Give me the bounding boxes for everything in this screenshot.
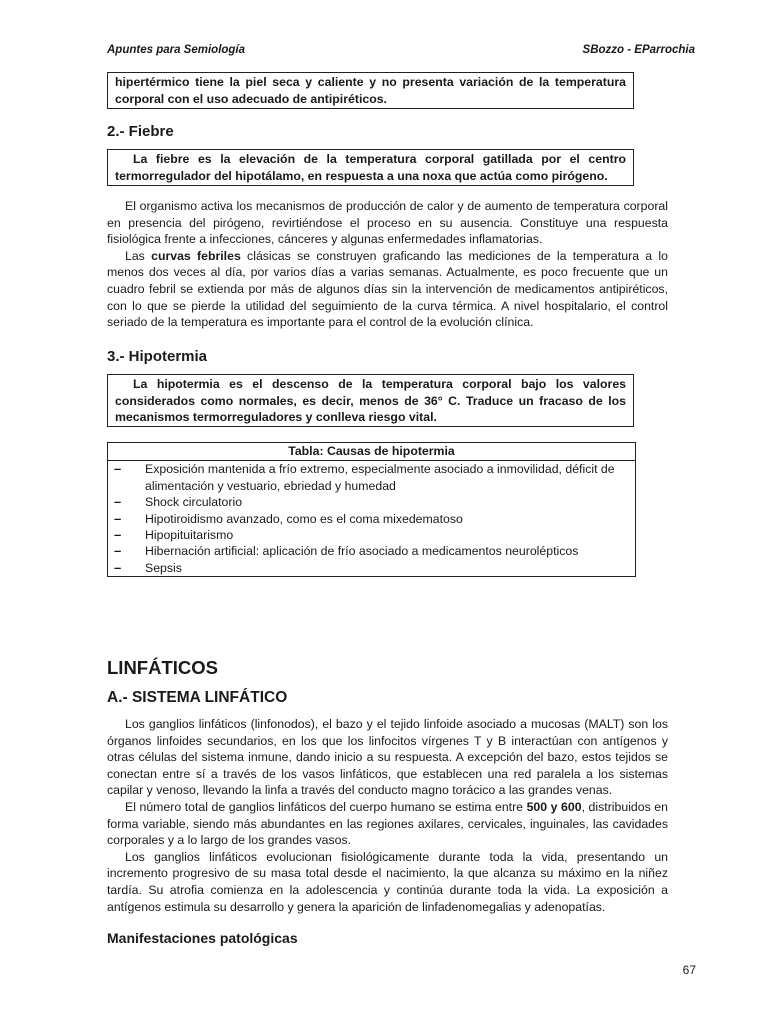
linfatico-paragraph-2: El número total de ganglios linfáticos del cuerpo humano se estima entre 500 y 600, distribuidos en forma variable, siendo más abundantes en las regiones axilares, cervicales, inguinales, las cavidades corporales y a lo largo de los grandes vasos. [107,799,668,848]
chapter-title: LINFÁTICOS [107,657,218,678]
page-number: 67 [682,963,696,977]
dash-bullet: – [114,494,122,510]
table-row [108,543,636,559]
linfatico-paragraph-1: Los ganglios linfáticos (linfonodos), el bazo y el tejido linfoide asociado a mucosas (MALT) son los órganos linfoides secundarios, en los que los linfocitos vírgenes T y B interactúan con antígenos y otras células del sistema inmune, dando inicio a su respuesta. A excepción del bazo, estos tejidos se conectan entre sí a través de los vasos linfáticos, que establecen una red paralela a los sistemas capilar y venoso, llevando la linfa a través del conducto magno torácico a las grandes venas. [107,717,668,798]
dash-bullet: – [114,510,122,526]
table-row [108,560,636,577]
fiebre-definition-box [107,149,634,186]
hipotermia-definition: La hipotermia es el descenso de la temperatura corporal bajo los valores considerados como normales, es decir, menos de 36° C. Traduce un fracaso de los mecanismos termorreguladores y conlleva riesgo vital. [115,377,626,425]
cause-text: Hibernación artificial: aplicación de frío asociado a medicamentos neurolépticos [145,544,579,559]
fiebre-heading: 2.- Fiebre [107,123,174,140]
header-authors: SBozzo - EParrochia [582,44,695,56]
ganglios-count: 500 y 600 [526,799,582,814]
cause-text: Exposición mantenida a frío extremo, especialmente asociado a inmovilidad, déficit de alimentación y vestuario, ebriedad y humedad [145,462,615,493]
dash-bullet: – [114,527,122,543]
cause-text: Sepsis [145,560,182,575]
fiebre-paragraph-2: Las curvas febriles clásicas se construyen graficando las mediciones de la temperatura a lo menos dos veces al día, por varios días a varias semanas. Actualmente, es poco frecuente que un cuadro febril se extienda por más de algunos días sin la intervención de medicamentos antipiréticos, con lo que se pierde la utilidad del seguimiento de la curva térmica. A nivel hospitalario, el control seriado de la temperatura es importante para el control de la evolución clínica. [107,248,668,330]
fiebre-definition: La fiebre es la elevación de la temperatura corporal gatillada por el centro termorregulador del hipotálamo, en respuesta a una noxa que actúa como pirógeno. [115,152,626,183]
dash-bullet: – [114,543,122,559]
cause-text: Hipopituitarismo [145,528,234,543]
continuation-box [107,72,634,109]
hipotermia-definition-box [107,374,634,427]
hipotermia-heading: 3.- Hipotermia [107,348,208,365]
dash-bullet: – [114,559,122,575]
table-row [108,494,636,510]
header-title: Apuntes para Semiología [107,44,246,56]
table-row [108,511,636,527]
manifestaciones-heading: Manifestaciones patológicas [107,930,298,946]
fiebre-body [107,198,668,331]
hipotermia-causes-table [107,442,636,577]
cause-text: Shock circulatorio [145,495,243,510]
linfatico-body [107,716,668,915]
linfatico-paragraph-3: Los ganglios linfáticos evolucionan fisiológicamente durante toda la vida, presentando un incremento progresivo de su masa total desde el nacimiento, la que alcanza su máximo en la niñez tardía. Su atrofia comienza en la adolescencia y continúa durante toda la vida. La exposición a antígenos estimula su desarrollo y genera la aparición de linfadenomegalias y adenopatías. [107,849,668,914]
table-row [108,527,636,543]
section-title: A.- SISTEMA LINFÁTICO [107,689,288,706]
cause-text: Hipotiroidismo avanzado, como es el coma mixedematoso [145,511,463,526]
continuation-text: hipertérmico tiene la piel seca y caliente y no presenta variación de la temperatura corporal con el uso adecuado de antipiréticos. [115,75,626,106]
table-row [108,461,636,494]
curvas-febriles-term: curvas febriles [151,248,241,263]
table-title: Tabla: Causas de hipotermia [108,443,636,461]
dash-bullet: – [114,461,122,477]
fiebre-paragraph-1: El organismo activa los mecanismos de producción de calor y de aumento de temperatura corporal en presencia del pirógeno, revirtiéndose el proceso en su ausencia. Constituye una respuesta fisiológica frente a infecciones, cánceres y algunas enfermedades inflamatorias. [107,199,668,247]
